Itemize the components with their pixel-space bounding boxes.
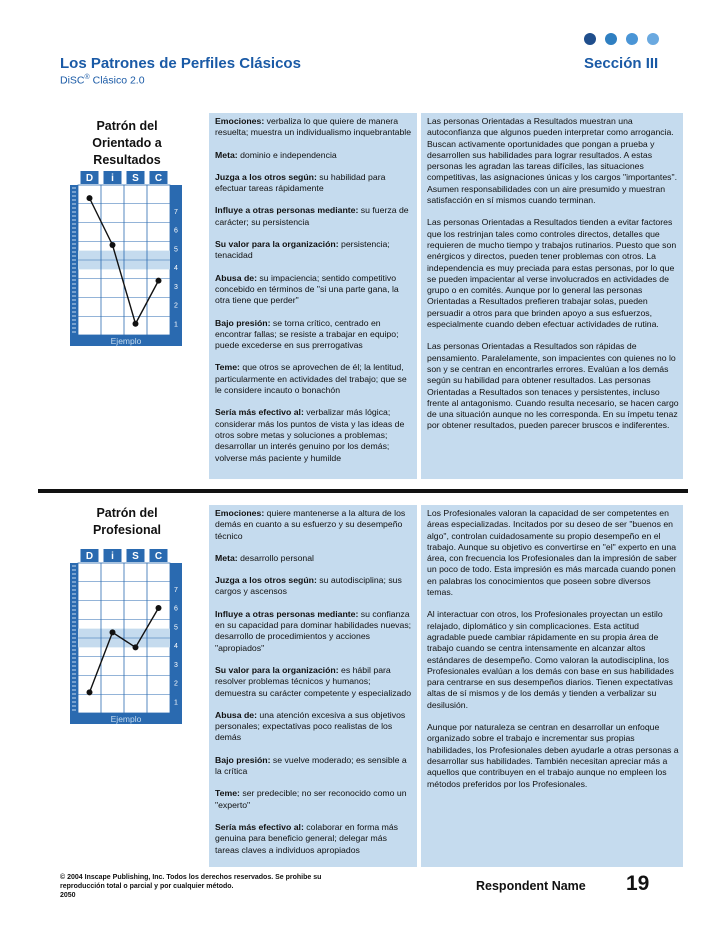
description-paragraph: Las personas Orientadas a Resultados tienden a evitar factores que los restrinjan tales como controles directos, detalles que requieren de mucho tiempo y trabajos rutinarios. Puesto que son enérgicos y directos, pueden tener problemas con otros. La independencia es muy preciada para estas personas, por lo que se pueden impacientar al verse involucrados en actividades de grupo o en comités. Aunque por lo general las personas Orientadas a Resultados prefieren trabajar solas, pueden persuadir a otros para que brinden apoyo a sus esfuerzos, especialmente cuando deben efectuar actividades de rutina.: [427, 217, 677, 330]
description-paragraph: Las personas Orientadas a Resultados muestran una autoconfianza que algunos pueden interpretar como arrogancia. Buscan activamente oportunidades que pongan a prueba y desarrollen sus habilidades para lograr resultados. A estas personas les agradan las tareas difíciles, las situaciones competitivas, las asignaciones únicas y los cargos "importantes". Asumen responsabilidades con un aire presumido y muestran satisfacción en sí mismos cuando terminan.: [427, 116, 678, 206]
trait-text: colaborar en forma más genuina para beneficio general; delegar más tareas claves a individuos apropiados: [215, 821, 399, 855]
trait-text: ser predecible; no ser reconocido como un "experto": [215, 788, 407, 810]
trait-text: se torna crítico, centrado en encontrar fallas; se resiste a trabajar en equipo; puede excederse en sus prerrogativas: [215, 317, 399, 351]
trait-item: [215, 273, 413, 307]
copyright-notice: © 2004 Inscape Publishing, Inc. Todos los derechos reservados. Se prohibe su reproducción total o parcial y por cualquier método. 2050: [60, 874, 322, 899]
profile-2-description-panel: [421, 505, 683, 867]
data-point: [87, 689, 93, 695]
trait-label: Meta:: [215, 552, 238, 563]
section-divider: [38, 489, 688, 493]
trait-item: [215, 609, 413, 654]
trait-text: su autodisciplina; sus cargos y ascensos: [215, 575, 402, 597]
page-number: 19: [626, 872, 650, 895]
data-point: [110, 629, 116, 635]
trait-label: Abusa de:: [215, 709, 257, 720]
trait-item: [215, 755, 413, 778]
scale-number: 7: [174, 208, 178, 216]
description-paragraph: Aunque por naturaleza se centran en desarrollar un enfoque organizado sobre el trabajo e incrementar sus propias habilidades, los Profesionales deben ayudarle a otras personas a desarrollar sus habilidades. También necesitan apreciar más a aquellos que contribuyen en el trabajo aunque no empleen los métodos preferidos por los Profesionales.: [427, 722, 679, 789]
trait-item: [215, 116, 413, 139]
profile-2-description: [421, 505, 683, 790]
trait-item: [215, 407, 413, 463]
profile-1-disc-graph: [70, 171, 183, 347]
trait-text: su impaciencia; sentido competitivo concebido en términos de "si una parte gana, la otra tiene que perder": [215, 272, 399, 306]
trait-text: verbaliza lo que quiere de manera resuelta; muestra un individualismo inquebrantable: [215, 116, 412, 138]
trait-label: Abusa de:: [215, 272, 257, 283]
profile-1-title: Patrón del Orientado a Resultados: [92, 119, 162, 167]
column-label: D: [85, 173, 94, 184]
trait-item: [215, 822, 413, 856]
trait-text: su habilidad para efectuar tareas rápidamente: [215, 171, 386, 194]
scale-number: 3: [174, 661, 178, 669]
trait-label: Emociones:: [215, 116, 265, 126]
column-label: i: [111, 173, 114, 184]
scale-number: 4: [174, 643, 178, 650]
trait-label: Su valor para la organización:: [215, 239, 339, 250]
scale-number: 1: [174, 699, 178, 707]
profile-2-disc-graph: [70, 549, 183, 725]
trait-text: es hábil para resolver problemas técnicos y humanos; demuestra su carácter competente y especializado: [215, 664, 412, 698]
trait-label: Teme:: [215, 362, 240, 373]
scale-number: 5: [174, 246, 178, 254]
example-label: Ejemplo: [110, 336, 142, 346]
scale-number: 5: [174, 624, 178, 632]
trait-text: se vuelve moderado; es sensible a la crítica: [215, 754, 407, 777]
trait-text: dominio e independencia: [237, 149, 337, 160]
dot-4: [647, 33, 659, 45]
trait-item: [215, 172, 413, 195]
data-point: [156, 278, 162, 284]
trait-label: Sería más efectivo al:: [215, 821, 304, 832]
trait-text: su fuerza de carácter; su persistencia: [215, 205, 409, 227]
trait-item: [215, 205, 413, 228]
data-point: [133, 644, 139, 650]
trait-text: una atención excesiva a sus objetivos personales; expectativas poco realistas de los demás: [215, 709, 406, 743]
trait-item: [215, 575, 413, 598]
profile-2-traits-list: [209, 505, 417, 856]
trait-item: [215, 665, 413, 699]
trait-text: desarrollo personal: [237, 552, 314, 563]
trait-item: [215, 150, 413, 161]
trait-text: persistencia; tenacidad: [215, 239, 390, 261]
data-point: [133, 321, 139, 327]
dot-2: [605, 33, 617, 45]
column-label: C: [154, 173, 163, 184]
trait-text: quiere mantenerse a la altura de los demás en cuanto a su esfuerzo y su desempeño técnico: [215, 508, 406, 541]
trait-label: Juzga a los otros según:: [215, 575, 317, 586]
document-code: 2050: [60, 892, 76, 899]
description-paragraph: Las personas Orientadas a Resultados son rápidas de pensamiento. Paralelamente, son impacientes con quienes no lo son y se centran en encontrarles errores. Evalúan a los demás según su habilidad para obtener resultados. Las personas Orientadas a Resultados son tenaces y persistentes, incluso frente al antagonismo. Cuando resulta necesario, se hacen cargo de una situación aunque no les corresponda. En su ímpetu tenaz por obtener resultados, pueden parecer bruscos e indiferentes.: [427, 341, 679, 431]
column-label: C: [154, 551, 163, 562]
data-point: [87, 195, 93, 201]
scale-rail-right: [170, 563, 182, 713]
profile-1-traits-list: [209, 113, 417, 464]
description-paragraph: Los Profesionales valoran la capacidad de ser competentes en áreas especializadas. Incitados por su deseo de ser "buenos en algo", controlan cuidadosamente su propio desempeño en el trabajo. Aunque su objetivo es convertirse en "el" experto en una área, con frecuencia los Profesionales dan la impresión de saber un poco de todo. Esta impresión es más marcada cuando ponen en palabras los conocimientos que poseen sobre diversos temas.: [427, 508, 677, 598]
scale-number: 7: [174, 586, 178, 594]
example-label: Ejemplo: [110, 714, 142, 724]
trait-label: Meta:: [215, 149, 238, 160]
profile-1-description: [421, 113, 683, 432]
scale-number: 2: [174, 680, 178, 688]
trait-label: Juzga a los otros según:: [215, 171, 317, 182]
scale-number: 2: [174, 302, 178, 310]
scale-number: 4: [174, 265, 178, 272]
respondent-name: Respondent Name: [476, 879, 586, 893]
trait-text: su confianza en su capacidad para dominar habilidades nuevas; desarrollo de procedimientos y acciones "apropiados": [215, 608, 412, 653]
column-label: i: [111, 551, 114, 562]
trait-item: [215, 788, 413, 811]
trait-text: que otros se aprovechen de él; la lentitud, particularmente en actividades del trabajo; que se le considere incauto o bonachón: [215, 362, 407, 396]
trait-item: [215, 318, 413, 352]
trait-label: Influye a otras personas mediante:: [215, 608, 359, 619]
trait-label: Su valor para la organización:: [215, 664, 339, 675]
dot-3: [626, 33, 638, 45]
scale-number: 3: [174, 283, 178, 291]
trait-item: [215, 710, 413, 744]
trait-label: Bajo presión:: [215, 317, 271, 328]
trait-item: [215, 508, 413, 542]
scale-number: 1: [174, 321, 178, 329]
page-subtitle: DiSC® Clásico 2.0: [60, 74, 145, 87]
trait-label: Emociones:: [215, 508, 265, 518]
data-point: [156, 605, 162, 611]
profile-2-traits-panel: [209, 505, 417, 867]
data-point: [110, 242, 116, 248]
description-paragraph: Al interactuar con otros, los Profesionales proyectan un estilo relajado, diplomático y sin complicaciones. Esta actitud agradable puede cambiar rápidamente en su propia área de trabajo cuando se centra intensamente en alcanzar altos estándares de desempeño. Como valoran la autodisciplina, los Profesionales evalúan a los demás con base en sus habilidades para centrarse en sus desempeños diarios. Tienen expectativas altas de sí mismos y de los demás y tienden a verbalizar su desilusión.: [427, 609, 674, 710]
profile-1-description-panel: [421, 113, 683, 479]
page-title: Los Patrones de Perfiles Clásicos: [60, 55, 301, 72]
trait-label: Teme:: [215, 788, 240, 799]
column-label: D: [85, 551, 94, 562]
column-label: S: [132, 173, 139, 184]
scale-number: 6: [174, 605, 178, 613]
dot-1: [584, 33, 596, 45]
trait-label: Sería más efectivo al:: [215, 407, 304, 418]
section-label: Sección III: [584, 55, 659, 72]
profile-1-traits-panel: [209, 113, 417, 479]
trait-item: [215, 239, 413, 262]
trait-item: [215, 553, 413, 564]
trait-item: [215, 362, 413, 396]
profile-2-title: Patrón del Profesional: [92, 506, 162, 537]
scale-number: 6: [174, 227, 178, 235]
trait-label: Bajo presión:: [215, 754, 271, 765]
trait-text: verbalizar más lógica; considerar más los puntos de vista y las ideas de otros sobre metas y soluciones a problemas; desarrollar un interés genuino por los demás; volverse más paciente y humilde: [215, 407, 405, 463]
scale-rail-right: [170, 185, 182, 335]
trait-label: Influye a otras personas mediante:: [215, 205, 359, 216]
column-label: S: [132, 551, 139, 562]
